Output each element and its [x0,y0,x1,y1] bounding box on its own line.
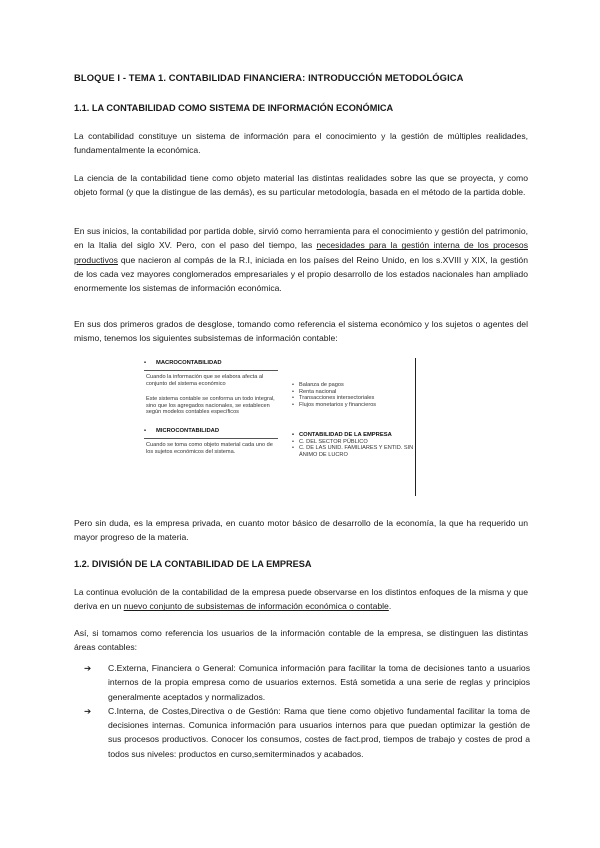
paragraph-3-text-a: En sus inicios, la contabilidad por partida doble, sirvió como herramienta para el conocimiento y gestión del patrimonio, en la Italia del siglo XV. Pero, con el paso del tiempo, las [74,226,528,251]
arrow-icon: ➔ [84,663,92,673]
micro-title-underline [144,438,278,439]
macro-desc-1: Cuando la información que se elabora afecta al conjunto del sistema económico [146,374,264,387]
document-title: BLOQUE I - TEMA 1. CONTABILIDAD FINANCIERA: INTRODUCCIÓN METODOLÓGICA [74,72,464,83]
paragraph-6-text-a: La continua evolución de la contabilidad de la empresa puede observarse en los distintos enfoques de la misma y que deriva en un [74,587,528,612]
paragraph-5: Pero sin duda, es la empresa privada, en cuanto motor básico de desarrollo de la economía, la que ha requerido un mayor progreso de la materia. [74,518,528,543]
macro-list-item: • Balanza de pagos [292,382,410,389]
paragraph-2: La ciencia de la contabilidad tiene como objeto material las distintas realidades sobre las que se proyecta, y como objeto formal (y que la distingue de las demás), es su particular metodología, basada en el método de la partida doble. [74,173,528,198]
subsystems-figure [140,356,420,498]
micro-title: • MICROCONTABILIDAD [144,428,220,434]
section-2-heading: 1.2. DIVISIÓN DE LA CONTABILIDAD DE LA EMPRESA [74,559,312,569]
list-item [84,704,530,761]
micro-list-item: • C. DEL SECTOR PÚBLICO [292,439,416,446]
list-item-text: C.Externa, Financiera o General: Comunica información para facilitar la toma de decisiones tanto a usuarios internos de la propia empresa como de usuarios externos. Está sometida a una serie de reglas y principios generalmente aceptados y normalizados. [108,663,530,702]
paragraph-6 [74,585,528,614]
paragraph-3-text-b: que nacieron al compás de la R.I, iniciada en los países del Reino Unido, en los s.XVIII y XIX, la gestión de los cada vez mayores conglomerados empresariales y el propio desarrollo de los estados nacionales han ampliado enormemente los sistemas de información económica. [74,254,528,294]
macro-list [292,382,410,408]
macro-block [144,360,284,367]
paragraph-1: La contabilidad constituye un sistema de información para el conocimiento y la gestión de múltiples realidades, fundamentalmente la económica. [74,131,528,156]
arrow-icon: ➔ [84,705,92,716]
paragraph-3 [74,224,528,295]
macro-list-item: • Renta nacional [292,389,410,396]
figure-divider [415,358,416,496]
paragraph-3-underlined: necesidades para la gestión interna de los procesos productivos [74,240,528,265]
paragraph-4: En sus dos primeros grados de desglose, tomando como referencia el sistema económico y los sujetos o agentes del mismo, tenemos los siguientes subsistemas de información contable: [74,319,528,344]
micro-list [292,432,416,458]
micro-block [144,428,284,435]
macro-desc-2: Este sistema contable se conforma un todo integral, sino que los agregados nacionales, se establecen según modelos contables específicos [146,396,275,416]
list-item [84,661,530,704]
areas-list [84,661,530,761]
paragraph-7: Así, si tomamos como referencia los usuarios de la información contable de la empresa, se distinguen las distintas áreas contables: [74,628,528,653]
micro-desc: Cuando se toma como objeto material cada uno de los sujetos económicos del sistema. [146,442,273,455]
micro-list-item: • C. DE LAS UNID. FAMILIARES Y ENTID. SIN ÁNIMO DE LUCRO [292,445,416,458]
macro-list-item: • Flujos monetarios y financieros [292,402,410,409]
section-1-heading: 1.1. LA CONTABILIDAD COMO SISTEMA DE INFORMACIÓN ECONÓMICA [74,103,394,113]
macro-list-item: • Transacciones intersectoriales [292,395,410,402]
paragraph-6-text-b: . [388,601,392,612]
paragraph-6-underlined: nuevo conjunto de subsistemas de información económica o contable [123,601,389,612]
macro-title-underline [144,370,278,371]
macro-title: • MACROCONTABILIDAD [144,360,222,366]
list-item-text: C.Interna, de Costes,Directiva o de Gestión: Rama que tiene como objetivo fundamental facilitar la toma de decisiones internas. Comunica información para usuarios internos para que puedan optimizar la gestión de sus procesos productivos. Conocer los consumos, costes de fact.prod, tiempos de trabajo y costes de prod a todos sus niveles: productos en curso,semiterminados y acabados. [108,705,530,759]
micro-right-title: • CONTABILIDAD DE LA EMPRESA [292,432,416,439]
